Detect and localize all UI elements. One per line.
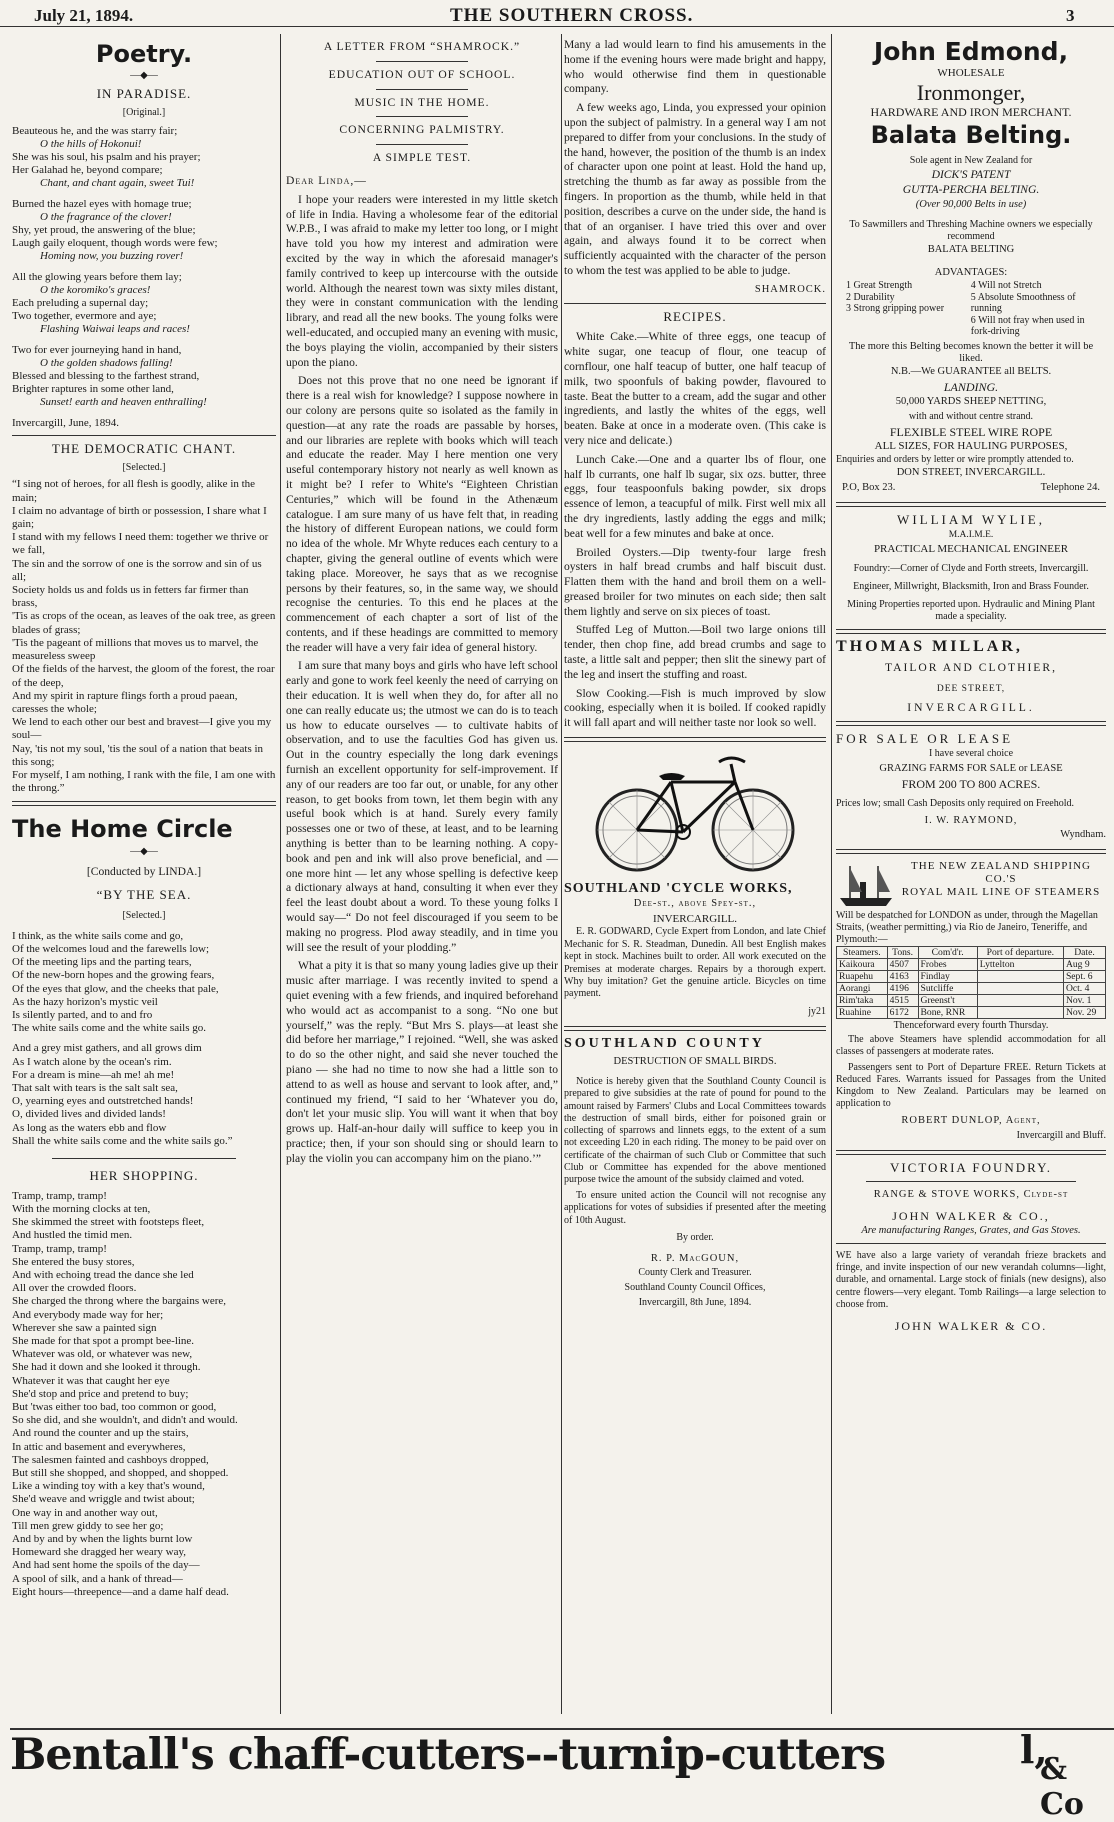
verse-line: One way in and another way out,: [12, 1506, 158, 1519]
schedule-cell: Frobes: [918, 959, 977, 971]
verse-line: And by and by when the lights burnt low: [12, 1533, 193, 1546]
verse-line: Of the eyes that glow, and the cheeks that pale,: [12, 982, 219, 995]
verse-line: A spool of silk, and a hank of thread—: [12, 1572, 183, 1585]
verse-line: O, yearning eyes and outstretched hands!: [12, 1095, 194, 1108]
letter-head-1: A LETTER FROM “SHAMROCK.”: [323, 40, 521, 53]
edmond-po: P.O, Box 23.: [842, 481, 896, 493]
shipping-agent: ROBERT DUNLOP, Agent,: [901, 1114, 1041, 1126]
schedule-cell: Greenst't: [918, 995, 977, 1007]
verse-line: I stand with my fellows I need them: together we thrive or we fall,: [12, 531, 269, 557]
poem-title-chant: THE DEMOCRATIC CHANT.: [51, 440, 237, 456]
recipe: White Cake.—White of three eggs, one teacup of white sugar, one teacup of flour, one teacup of cornflour, one half teacup of butter, one half teacup of milk, two spoonfuls of baking powder, flavoured to taste. Beat the butter to a cream, add the sugar and other ingredients, and lastly the whites of the eggs, well beaten. Bake at once in a moderate oven. (This cake is very nice and delicate.): [564, 330, 826, 447]
signature: SHAMROCK.: [754, 283, 826, 295]
verse-line: Eight hours—threepence—and a dame half dead.: [12, 1585, 229, 1598]
verse-line: With the morning clocks at ten,: [12, 1202, 151, 1215]
page-number: 3: [1066, 6, 1075, 25]
advantage: 2 Durability: [846, 291, 895, 303]
wylie-foundry: Foundry:—Corner of Clyde and Forth streets, Invercargill.: [853, 563, 1089, 575]
poem-by-the-sea: [12, 930, 276, 1148]
masthead-strip: [0, 4, 1114, 27]
sale-line1: I have several choice: [928, 748, 1014, 760]
verse-line: The sin and the sorrow of one is the sorrow and sin of us all;: [12, 557, 262, 583]
verse-line: Whatever it was that caught her eye: [12, 1374, 170, 1387]
schedule-cell: [977, 983, 1063, 995]
divider: [836, 1243, 1106, 1244]
shipping-body: Passengers sent to Port of Departure FREE. Return Tickets at Reduced Fares. Warrants issued for Passages from the United Kingdom to New Zealand. Particulars may be learned on application to: [836, 1061, 1106, 1109]
edmond-nb: N.B.—We GUARANTEE all BELTS.: [890, 366, 1052, 378]
letter-paragraph: Many a lad would learn to find his amusements in the home if the evening hours were made bright and happy, who would otherwise find them in questionable company.: [564, 38, 826, 96]
schedule-row: [837, 1007, 1106, 1019]
edmond-yards2: with and without centre strand.: [908, 410, 1034, 422]
verse-line: But still she shopped, and shopped, and shopped.: [12, 1467, 229, 1480]
edmond-mills: To Sawmillers and Threshing Machine owners we especially recommend: [849, 218, 1093, 242]
verse-line: Invercargill, June, 1894.: [12, 416, 120, 429]
verse-line: For myself, I am nothing, I rank with the file, I am one with the throng.”: [12, 768, 276, 795]
foundry-ad: [836, 1161, 1106, 1334]
home-circle-heading: The Home Circle: [12, 815, 233, 844]
edmond-gutta: GUTTA-PERCHA BELTING.: [902, 183, 1040, 197]
shipping-agent2: Invercargill and Bluff.: [1016, 1129, 1106, 1141]
millar-ad: [836, 640, 1106, 715]
banner-right: l,: [1020, 1727, 1048, 1772]
verse-line: Like a winding toy with a key that's wound,: [12, 1480, 205, 1493]
verse-line: O the golden shadows falling!: [40, 356, 173, 369]
verse-line: Of the welcomes loud and the farewells low;: [12, 942, 210, 955]
column-letter-shamrock: [286, 38, 558, 1714]
verse-line: Tramp, tramp, tramp!: [12, 1242, 107, 1255]
verse-line: In attic and basement and everywheres,: [12, 1440, 186, 1453]
sale-line3: FROM 200 TO 800 ACRES.: [901, 776, 1041, 791]
foundry-sign: JOHN WALKER & CO.: [894, 1318, 1048, 1333]
schedule-cell: [977, 1007, 1063, 1019]
county-clerk-name: R. P. MacGOUN,: [650, 1252, 740, 1264]
verse-line: She'd weave and wriggle and twist about;: [12, 1493, 195, 1506]
verse-line: She charged the throng where the bargains were,: [12, 1295, 227, 1308]
edmond-enquiries: Enquiries and orders by letter or wire promptly attended to.: [836, 454, 1074, 466]
divider: [52, 1158, 236, 1159]
verse-line: Homing now, you buzzing rover!: [40, 250, 184, 263]
schedule-cell: Lyttelton: [977, 959, 1063, 971]
shipping-after: Thenceforward every fourth Thursday.: [893, 1020, 1049, 1032]
recipes-heading: RECIPES.: [663, 308, 727, 324]
poem-paradise: [12, 125, 276, 430]
cycle-ad-address: Dee-st., above Spey-st.,: [633, 897, 757, 909]
schedule-cell: 4515: [887, 995, 918, 1007]
verse-line: Two together, evermore and aye;: [12, 310, 157, 323]
edmond-patent: DICK'S PATENT: [931, 168, 1011, 182]
verse-line: Beauteous he, and the was starry fair;: [12, 124, 178, 137]
ornament: —◆—: [130, 846, 158, 858]
county-office: Southland County Council Offices,: [624, 1282, 766, 1294]
county-dateline: Invercargill, 8th June, 1894.: [638, 1296, 752, 1308]
belting-heading: Balata Belting.: [870, 120, 1072, 149]
recipe: Broiled Oysters.—Dip twenty-four large fresh oysters in half bread crumbs and half biscuit dust. Flatten them with the hand and broil them on a well-greased broiler for two minutes on each side; then salt them lightly and serve on six pieces of toast.: [564, 545, 826, 618]
verse-line: We lend to each other our best and bravest—I give you my soul—: [12, 716, 272, 742]
schedule-cell: [977, 971, 1063, 983]
divider: [866, 1181, 1076, 1182]
verse-line: [12, 410, 276, 417]
advantage: 5 Absolute Smoothness of running: [970, 291, 1076, 315]
county-title: SOUTHLAND COUNTY: [564, 1035, 765, 1051]
verse-line: O the koromiko's graces!: [40, 283, 151, 296]
letter-head-3: MUSIC IN THE HOME.: [354, 95, 490, 109]
verse-line: [12, 264, 276, 271]
verse-line: The white sails come and the white sails go.: [12, 1022, 206, 1035]
verse-line: Brighter raptures in some other land,: [12, 383, 174, 396]
schedule-cell: Rim'taka: [837, 995, 888, 1007]
schedule-cell: 4163: [887, 971, 918, 983]
verse-line: She'd stop and price and pretend to buy;: [12, 1387, 189, 1400]
divider: [836, 721, 1106, 726]
issue-date: July 21, 1894.: [34, 6, 134, 25]
millar-name: THOMAS MILLAR,: [836, 638, 1023, 656]
verse-line: Shy, yet proud, the answering of the blue;: [12, 224, 196, 237]
edmond-agent: Sole agent in New Zealand for: [909, 154, 1033, 166]
verse-line: Laugh gaily eloquent, though words were few;: [12, 237, 218, 250]
sale-line2: GRAZING FARMS FOR SALE or LEASE: [879, 762, 1063, 774]
poem-her-shopping: [12, 1190, 276, 1599]
advantage: 6 Will not fray when used in fork-driving: [970, 314, 1085, 337]
verse-line: Homeward she dragged her weary way,: [12, 1546, 186, 1559]
schedule-cell: Kaikoura: [837, 959, 888, 971]
schedule-column-header: Steamers.: [837, 947, 888, 959]
verse-line: Of the new-born hopes and the growing fears,: [12, 969, 215, 982]
verse-line: Sunset! earth and heaven enthralling!: [40, 396, 207, 409]
edmond-balata: BALATA BELTING: [927, 243, 1015, 255]
schedule-row: [837, 971, 1106, 983]
shipping-title: THE NEW ZEALAND SHIPPING CO.'S: [911, 860, 1091, 886]
verse-line: So she did, and she wouldn't, and didn't and would.: [12, 1414, 238, 1427]
foundry-line1: RANGE & STOVE WORKS, Clyde-st: [873, 1189, 1069, 1201]
divider: [376, 116, 468, 117]
verse-line: And hustled the timid men.: [12, 1229, 133, 1242]
verse-line: And had sent home the spoils of the day—: [12, 1559, 200, 1572]
schedule-cell: Ruahine: [837, 1007, 888, 1019]
cycle-ad-town: INVERCARGILL.: [652, 912, 738, 925]
shipping-ad: [836, 860, 1106, 1143]
verse-line: O, divided lives and divided lands!: [12, 1108, 166, 1121]
schedule-cell: 6172: [887, 1007, 918, 1019]
sale-prices: Prices low; small Cash Deposits only required on Freehold.: [836, 797, 1075, 809]
verse-line: But 'twas either too bad, too common or good,: [12, 1401, 217, 1414]
schedule-cell: 4196: [887, 983, 918, 995]
column-recipes-ads: [564, 38, 826, 1714]
poem-credit: [Selected.]: [122, 461, 166, 473]
edmond-wire: FLEXIBLE STEEL WIRE ROPE: [889, 424, 1053, 439]
schedule-cell: Ruapehu: [837, 971, 888, 983]
cycle-works-ad: [564, 748, 826, 1020]
verse-line: [12, 1035, 276, 1042]
column-rule: [831, 34, 832, 1714]
banner-co: & Co: [1040, 1752, 1084, 1822]
verse-line: [12, 337, 276, 344]
verse-line: All the glowing years before them lay;: [12, 270, 182, 283]
wylie-trades: Engineer, Millwright, Blacksmith, Iron and Brass Founder.: [853, 581, 1089, 593]
verse-line: As I watch alone by the ocean's rim.: [12, 1055, 172, 1068]
edmond-line2: Ironmonger,: [916, 79, 1026, 105]
schedule-cell: Nov. 1: [1063, 995, 1105, 1007]
ornament: —◆—: [130, 70, 158, 81]
steamship-icon: [836, 860, 896, 910]
salutation: Dear Linda,—: [286, 173, 367, 187]
schedule-cell: Sept. 6: [1063, 971, 1105, 983]
advantage: 3 Strong gripping power: [846, 303, 945, 315]
verse-line: For a dream is mine—ah me! ah me!: [12, 1068, 175, 1081]
verse-line: As the hazy horizon's mystic veil: [12, 995, 158, 1008]
edmond-line1: WHOLESALE: [937, 67, 1005, 79]
edmond-ad: [836, 38, 1106, 496]
edmond-line3: HARDWARE AND IRON MERCHANT.: [870, 104, 1072, 119]
divider: [564, 1026, 826, 1031]
schedule-column-header: Tons.: [887, 947, 918, 959]
sale-title: FOR SALE OR LEASE: [836, 731, 1014, 747]
letter-paragraph: A few weeks ago, Linda, you expressed your opinion upon the subject of palmistry. In a general way I am not prepared to differ from your conclusions. In the study of the hand, however, the position of the thumb is an index of character upon one point at least. Hold the hand up, stretching the thumb as far away as possible from the fingers. In proportion as the thumb, while held in that position, describes a curve on the under side, the hand is that of an organiser. I have tried this over and over again, and always found it to be correct when sufficiently acquainted with the character of the person to whom the test was applied to be able to judge.: [564, 101, 826, 277]
wylie-name: WILLIAM WYLIE,: [897, 511, 1045, 527]
millar-street: DEE STREET,: [936, 683, 1006, 694]
poem-title-shopping: HER SHOPPING.: [89, 1167, 199, 1183]
verse-line: “I sing not of heroes, for all flesh is goodly, alike in the main;: [12, 478, 256, 504]
edmond-contact: [836, 481, 1106, 496]
verse-line: All over the crowded floors.: [12, 1282, 137, 1295]
poem-credit: [Selected.]: [122, 909, 166, 921]
column-poetry-home-circle: [12, 38, 276, 1714]
county-subtitle: DESTRUCTION OF SMALL BIRDS.: [613, 1056, 777, 1068]
edmond-tel: Telephone 24.: [1040, 481, 1100, 493]
verse-line: She had it down and she looked it through.: [12, 1361, 201, 1374]
advantage: 4 Will not Stretch: [970, 280, 1042, 292]
schedule-row: [837, 995, 1106, 1007]
bentall-banner: [10, 1727, 1114, 1822]
verse-line: Blessed and blessing to the farthest strand,: [12, 370, 200, 383]
bicycle-illustration: [585, 748, 805, 878]
shipping-intro: Will be despatched for LONDON as under, through the Magellan Straits, (weather permitting,) via Rio de Janeiro, Teneriffe, and Plymouth:—: [836, 910, 1098, 946]
divider: [12, 801, 276, 806]
edmond-over: (Over 90,000 Belts in use): [915, 198, 1027, 210]
millar-trade: TAILOR AND CLOTHIER,: [884, 660, 1058, 674]
verse-line: And with echoing tread the dance she led: [12, 1268, 194, 1281]
advantages-title: ADVANTAGES:: [934, 266, 1008, 278]
edmond-more: The more this Belting becomes known the better it will be liked.: [848, 341, 1094, 365]
poem-credit: [Original.]: [122, 106, 166, 118]
county-notice: [564, 1037, 826, 1311]
verse-line: And everybody made way for her;: [12, 1308, 164, 1321]
sale-name: I. W. RAYMOND,: [924, 814, 1018, 826]
shipping-line: ROYAL MAIL LINE OF STEAMERS: [901, 886, 1101, 899]
verse-line: Chant, and chant again, sweet Tui!: [40, 177, 195, 190]
banner-text: Bentall's chaff-cutters--turnip-cutters: [10, 1730, 886, 1780]
edmond-street: DON STREET, INVERCARGILL.: [896, 467, 1046, 479]
verse-line: As long as the waters ebb and flow: [12, 1121, 167, 1134]
letter-paragraph: Does not this prove that no one need be ignorant if there is a real wish for knowledge? I suppose nowhere in our colony are persons quite so isolated as the family in question—at any rate the roads are passable by horses, and our libraries are replete with books which will teach and educate the reader. May I here mention one very useful contemporary history not nearly as well known as it might be? I refer to White's “Eighteen Christian Centuries,” which will be found in the Athenæum catalogue. I am sure many of us have felt that, in reading the history of different European nations, we could form no idea of the whole. Mr Whyte reduces each century to a chapter, giving the general outline of events which were taking place. Moreover, he says that as we recognise persons by their features, so, in the same way, we should recognise the centuries. To this end he places at the commencement of each chapter a sort of list of the contents, and if these headings are committed to memory the reader will have a very fair idea of general history.: [286, 374, 558, 654]
millar-town: INVERCARGILL.: [907, 700, 1035, 714]
schedule-cell: Aorangi: [837, 983, 888, 995]
sale-ad: [836, 732, 1106, 843]
cycle-ad-body: E. R. GODWARD, Cycle Expert from London, and late Chief Mechanic for S. R. Steadman, Dunedin. All best English makes kept in stock. Machines built to order. All work executed on the Premises at moderate charges. Repairs by a thorough expert. Why buy imitation? Get the genuine article. Bicycles on time payment.: [564, 926, 826, 1000]
verse-line: O the fragrance of the clover!: [40, 210, 172, 223]
verse-line: Is silently parted, and to and fro: [12, 1008, 153, 1021]
wylie-role: PRACTICAL MECHANICAL ENGINEER: [873, 543, 1069, 556]
poem-title-sea: “BY THE SEA.: [96, 887, 192, 903]
wylie-title: M.A.I.M.E.: [948, 529, 994, 540]
verse-line: Wherever she saw a painted sign: [12, 1321, 157, 1334]
poem-democratic-chant: [12, 478, 276, 795]
edmond-landing: LANDING.: [943, 380, 999, 395]
shipping-body: The above Steamers have splendid accommodation for all classes of passengers at moderate rates.: [836, 1033, 1106, 1057]
verse-line: And round the counter and up the stairs,: [12, 1427, 189, 1440]
verse-line: She made for that spot a prompt bee-line.: [12, 1335, 195, 1347]
recipe: Slow Cooking.—Fish is much improved by slow cooking, especially when it is boiled. If cooked rapidly it will fall apart and will neither taste nor look so well.: [564, 686, 826, 730]
verse-line: Flashing Waiwai leaps and races!: [40, 323, 190, 336]
verse-line: The salesmen fainted and cashboys dropped,: [12, 1453, 209, 1466]
divider: [564, 737, 826, 742]
letter-paragraph: I hope your readers were interested in my little sketch of life in India. Having a wholesome fear of the editorial W.P.B., I was afraid to make my letter too long, or I might have told you how my interest and admiration were excited by the way in which the aforesaid manager's family contrived to keep up intercourse with the outside world. Although the nearest town was sixty miles distant, they were in constant communication with the lending library, and read all the new books. The young folks were well-educated, and occupied many an evening with music, the boys playing the violin, accompanied by their sisters upon the piano.: [286, 192, 558, 369]
schedule-row: [837, 983, 1106, 995]
county-body: To ensure united action the Council will not recognise any applications for votes of subsidies if presented after the meeting of 10th August.: [564, 1190, 826, 1226]
verse-line: I think, as the white sails come and go,: [12, 929, 184, 942]
schedule-cell: Sutcliffe: [918, 983, 977, 995]
verse-line: Of the meeting lips and the parting tears,: [12, 956, 192, 969]
edmond-sizes: ALL SIZES, FOR HAULING PURPOSES,: [874, 440, 1068, 453]
divider: [376, 144, 468, 145]
verse-line: Of the fields of the harvest, the gloom of the forest, the roar of the deep,: [12, 663, 275, 689]
verse-line: Each preluding a supernal day;: [12, 297, 149, 310]
schedule-column-header: Date.: [1063, 947, 1105, 959]
column-rule: [561, 34, 562, 1714]
schedule-row: [837, 959, 1106, 971]
divider: [564, 303, 826, 304]
letter-paragraph: I am sure that many boys and girls who have left school early and gone to work feel keenly the need of carrying on their education. It is well when they do, for after all no one can really educate us; the utmost we can do is to teach us how to educate ourselves — to cultivate habits of observation, and to use the faculties God has given us. Out in the country especially the long dark evenings furnish an excellent opportunity for self-improvement. If any of our readers are too far out, or unable, for any other reason, to get books from town, let them begin with any useful book which is at hand. Surely every family possesses one or two of these, at least, and to be learning anything is better than to be learning nothing. A copy-book and pen and ink will also prove beneficial, and — one more hint — let any whose spelling is defective keep a dictionary always at hand, consulting it when ever they feel the least doubt about a word. To these young folks I would say—“ Do not feel discouraged if you seem to be making no progress. Plod away steadily, and in time you will see the result of your plodding.”: [286, 659, 558, 954]
schedule-cell: Findlay: [918, 971, 977, 983]
schedule-header: [837, 947, 1106, 959]
verse-line: Nay, 'tis not my soul, 'tis the soul of a nation that beats in this song;: [12, 742, 264, 768]
divider: [836, 629, 1106, 634]
verse-line: O the hills of Hokonui!: [40, 137, 142, 150]
advantage: 1 Great Strength: [846, 280, 913, 292]
verse-line: [12, 191, 276, 198]
verse-line: Whatever was old, or whatever was new,: [12, 1348, 193, 1361]
verse-line: I claim no advantage of birth or possession, I share what I gain;: [12, 504, 267, 531]
verse-line: She entered the busy stores,: [12, 1255, 135, 1268]
recipe: Stuffed Leg of Mutton.—Boil two large onions till tender, then chop fine, add bread crumbs and sage to taste, a little salt and pepper; then slit the sinewy part of the leg and insert the stuffing and roast.: [564, 623, 826, 681]
wylie-mining: Mining Properties reported upon. Hydraulic and Mining Plant made a speciality.: [847, 599, 1095, 623]
schedule-cell: Nov. 29: [1063, 1007, 1105, 1019]
schedule-cell: 4507: [887, 959, 918, 971]
divider: [376, 89, 468, 90]
letter-head-5: A SIMPLE TEST.: [372, 151, 472, 165]
sale-place: Wyndham.: [1060, 829, 1106, 841]
schedule-cell: Aug 9: [1063, 959, 1105, 971]
divider: [836, 849, 1106, 854]
shipping-schedule: [836, 946, 1106, 1019]
advantages-list: [836, 280, 1106, 337]
verse-line: Her Galahad he, beyond compare;: [12, 164, 163, 177]
verse-line: She was his soul, his psalm and his prayer;: [12, 151, 201, 163]
poetry-heading: Poetry.: [95, 40, 193, 68]
conducted-by: [Conducted by LINDA.]: [86, 865, 202, 879]
divider: [12, 435, 276, 436]
cycle-ad-code: jy21: [808, 1005, 826, 1017]
foundry-makers: Are manufacturing Ranges, Grates, and Gas Stoves.: [861, 1224, 1081, 1236]
newspaper-title: THE SOUTHERN CROSS.: [450, 5, 694, 26]
recipe: Lunch Cake.—One and a quarter lbs of flour, one half lb currants, one half lb sugar, six ozs. butter, three eggs, four teaspoonfuls baking powder, six drops essence of lemon, a teacupful of milk. First well mix all the dry ingredients, lastly adding the eggs and milk; beat well for a few minutes and bake at once.: [564, 452, 826, 540]
verse-line: Society holds us and folds us in fetters far firmer than brass,: [12, 584, 249, 610]
verse-line: Two for ever journeying hand in hand,: [12, 343, 182, 356]
column-rule: [280, 34, 281, 1714]
cycle-ad-title: SOUTHLAND 'CYCLE WORKS,: [564, 881, 793, 897]
divider: [836, 1150, 1106, 1155]
verse-line: Shall the white sails come and the white sails go.”: [12, 1134, 233, 1147]
county-order: By order.: [676, 1231, 714, 1243]
verse-line: Burned the hazel eyes with homage true;: [12, 197, 192, 210]
schedule-cell: Oct. 4: [1063, 983, 1105, 995]
schedule-column-header: Com'd'r.: [918, 947, 977, 959]
verse-line: Till men grew giddy to see her go;: [12, 1519, 164, 1532]
foundry-body: WE have also a large variety of verandah frieze brackets and fringe, and invite inspection of our new verandah columns—light, durable, and ornamental. Large stock of finials (new designs), also centre flowers—very elegant. Tomb Railings—a large selection to choose from.: [836, 1249, 1106, 1310]
verse-line: She skimmed the street with footsteps fleet,: [12, 1216, 205, 1229]
verse-line: 'Tis as crops of the ocean, as leaves of the oak tree, as green blades of grass;: [12, 610, 276, 636]
poem-title-paradise: IN PARADISE.: [96, 86, 192, 101]
foundry-name: JOHN WALKER & CO.,: [892, 1209, 1050, 1224]
verse-line: Tramp, tramp, tramp!: [12, 1189, 107, 1202]
verse-line: 'Tis the pageant of millions that moves us to marvel, the measureless sweep: [12, 636, 259, 663]
verse-line: And my spirit in rapture flings forth a proud paean, caresses the whole;: [12, 689, 238, 715]
verse-line: And a grey mist gathers, and all grows dim: [12, 1042, 202, 1055]
schedule-cell: Bone, RNR: [918, 1007, 977, 1019]
wylie-ad: [836, 513, 1106, 623]
letter-head-4: CONCERNING PALMISTRY.: [339, 123, 505, 137]
foundry-title: VICTORIA FOUNDRY.: [889, 1159, 1053, 1175]
schedule-column-header: Port of departure.: [977, 947, 1063, 959]
county-clerk-role: County Clerk and Treasurer.: [638, 1267, 752, 1279]
verse-line: That salt with tears is the salt salt sea,: [12, 1081, 178, 1094]
edmond-yards: 50,000 YARDS SHEEP NETTING,: [895, 396, 1047, 407]
edmond-name: John Edmond,: [873, 37, 1069, 66]
county-body: Notice is hereby given that the Southland County Council is prepared to give subsidies at the rate of pound for pound to the amount raised by Farmers' Clubs and Local Committees towards the destruction of small birds, either for poisoned grain or collecting of sparrows and linnets eggs, to the extent of a sum not exceeding L20 in each riding. The money to be paid over on certificate of the chairman of such Club or Committee that such Club or Committee has expended for the above mentioned purpose twice the amount of the subsidy claimed and voted.: [564, 1076, 826, 1185]
schedule-cell: [977, 995, 1063, 1007]
letter-paragraph: What a pity it is that so many young ladies give up their music after marriage. I was recently invited to spend a quiet evening with a few friends, and inquired beforehand who would act as accompanist to a song. “No one but yourself,” was the reply. “But Mrs S. plays—at least she did before her marriage,” I rejoined. “Well, she was asked to do so the other night, and said she never touched the piano — she had no time to now she had a little son to attend to as well as house and servant to look after, and,” continued my friend, “I said to her ‘Whatever you do, don't let your music slip. You will want it when that boy grows up. Half-an-hour daily will suffice to keep you in practice; then, if your son should sing or should learn to play the violin you can accompany him on the piano.’”: [286, 959, 558, 1165]
letter-head-2: EDUCATION OUT OF SCHOOL.: [328, 67, 516, 81]
divider: [836, 502, 1106, 507]
divider: [376, 61, 468, 62]
column-advertisements: [836, 38, 1106, 1714]
